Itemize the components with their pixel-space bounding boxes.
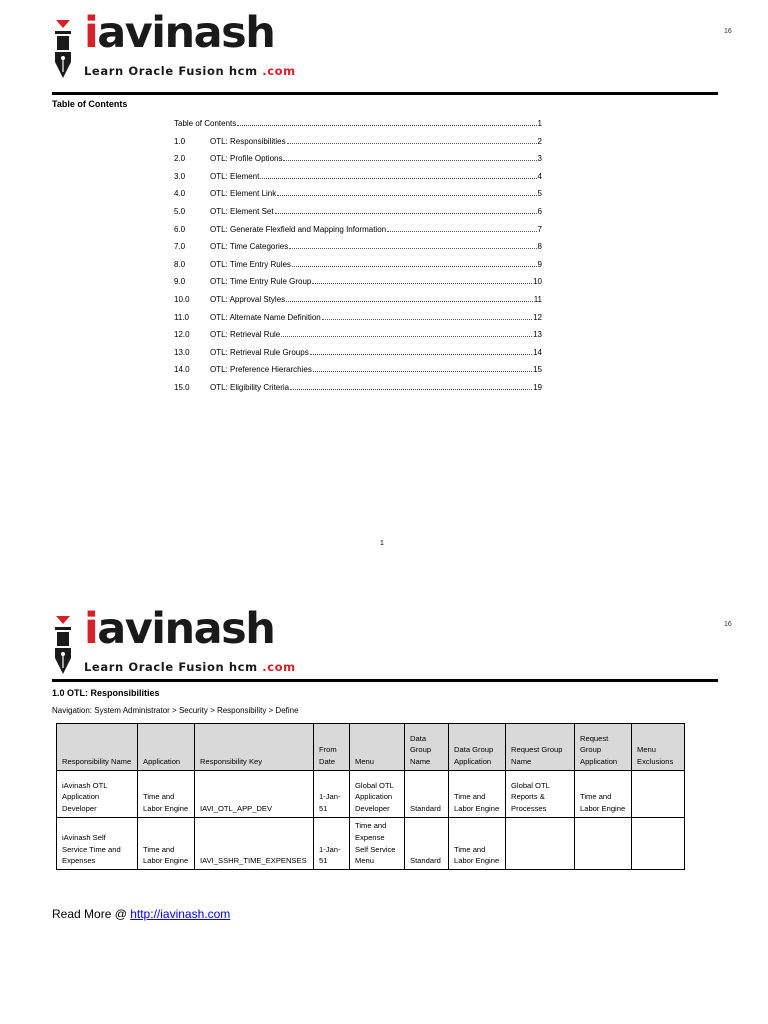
- table-cell: Time and Labor Engine: [449, 771, 506, 818]
- column-header: Responsibility Name: [57, 724, 138, 771]
- toc-entry-title: OTL: Alternate Name Definition: [210, 313, 321, 322]
- toc-entry-title: OTL: Approval Styles: [210, 295, 286, 304]
- toc-entry-title: OTL: Eligibility Criteria: [210, 383, 290, 392]
- column-header: Application: [138, 724, 195, 771]
- toc-entry-title: OTL: Time Entry Rule Group: [210, 277, 312, 286]
- toc-entry-number: 4.0: [174, 189, 186, 198]
- footer-page-number: 1: [380, 540, 384, 547]
- toc-entry[interactable]: [174, 292, 542, 304]
- fountain-pen-icon: [52, 614, 74, 676]
- toc-entry-page: 15: [533, 365, 542, 374]
- table-cell: Time and Labor Engine: [449, 818, 506, 870]
- fountain-pen-icon: [52, 18, 74, 80]
- table-cell: Time and Labor Engine: [575, 771, 632, 818]
- toc-entry-number: 10.0: [174, 295, 190, 304]
- table-cell: 1-Jan-51: [314, 771, 350, 818]
- read-more-link[interactable]: http://iavinash.com: [130, 907, 231, 921]
- toc-dot-leader: [281, 335, 532, 337]
- logo-wordmark: iavinash: [84, 8, 275, 58]
- toc-entry-title: OTL: Preference Hierarchies: [210, 365, 312, 374]
- toc-entry-page: 5: [537, 189, 542, 198]
- table-cell: Global OTL Application Developer: [350, 771, 405, 818]
- toc-entry[interactable]: [174, 186, 542, 198]
- toc-entry-number: 1.0: [174, 137, 186, 146]
- toc-entry-page: 2: [537, 137, 542, 146]
- toc-dot-leader: [312, 282, 532, 284]
- toc-entry-title: OTL: Profile Options: [210, 154, 283, 163]
- toc-entry[interactable]: [174, 169, 542, 181]
- table-cell: [575, 818, 632, 870]
- toc-entry-number: 11.0: [174, 313, 189, 322]
- toc-entry-page: 4: [537, 172, 542, 181]
- toc-entry-page: 8: [537, 242, 542, 251]
- toc-entry-title: OTL: Element Link: [210, 189, 277, 198]
- iavinash-logo: [52, 604, 296, 680]
- table-cell: [632, 771, 685, 818]
- toc-entry-page: 13: [533, 330, 542, 339]
- toc-entry-number: 8.0: [174, 260, 186, 269]
- logo-tagline: Learn Oracle Fusion hcm .com: [84, 64, 296, 78]
- table-cell: Time and Labor Engine: [138, 818, 195, 870]
- toc-dot-leader: [287, 142, 537, 144]
- toc-entry-number: 7.0: [174, 242, 186, 251]
- toc-entry-title: OTL: Responsibilities: [210, 137, 286, 146]
- table-cell: 1-Jan-51: [314, 818, 350, 870]
- toc-entry-title: OTL: Retrieval Rule Groups: [210, 348, 309, 357]
- toc-entry-page: 19: [533, 383, 542, 392]
- toc-entry-title: OTL: Element Set: [210, 207, 274, 216]
- logo-tagline: Learn Oracle Fusion hcm .com: [84, 660, 296, 674]
- responsibilities-table: [56, 723, 685, 870]
- toc-entry-number: 12.0: [174, 330, 190, 339]
- table-cell: Standard: [405, 771, 449, 818]
- toc-dot-leader: [277, 194, 536, 196]
- toc-entry[interactable]: [174, 380, 542, 392]
- toc-dot-leader: [310, 353, 532, 355]
- toc-entry-page: 14: [533, 348, 542, 357]
- table-cell: Time and Expense Self Service Menu: [350, 818, 405, 870]
- toc-entry-title: OTL: Retrieval Rule: [210, 330, 281, 339]
- section-title: 1.0 OTL: Responsibilities: [52, 688, 160, 698]
- toc-dot-leader: [290, 388, 532, 390]
- table-cell: Time and Labor Engine: [138, 771, 195, 818]
- toc-entry-page: 12: [533, 313, 542, 322]
- toc-entry-title: OTL: Time Categories: [210, 242, 289, 251]
- column-header: Request Group Name: [506, 724, 575, 771]
- table-cell: IAVI_OTL_APP_DEV: [195, 771, 314, 818]
- toc-entry-page: 9: [537, 260, 542, 269]
- table-cell: iAvinash OTL Application Developer: [57, 771, 138, 818]
- column-header: Data Group Name: [405, 724, 449, 771]
- toc-dot-leader: [387, 230, 536, 232]
- logo-wordmark: iavinash: [84, 604, 275, 654]
- toc-entry-page: 6: [537, 207, 542, 216]
- table-header-row: [57, 724, 685, 771]
- header-rule: [52, 92, 718, 95]
- toc-entry-number: 2.0: [174, 154, 186, 163]
- column-header: Data Group Application: [449, 724, 506, 771]
- table-cell: iAvinash Self Service Time and Expenses: [57, 818, 138, 870]
- toc-entry[interactable]: [174, 257, 542, 269]
- column-header: Request Group Application: [575, 724, 632, 771]
- corner-page-number: 16: [724, 621, 732, 628]
- navigation-path: Navigation: System Administrator > Security > Responsibility > Define: [52, 706, 299, 715]
- toc-entry[interactable]: [174, 116, 542, 128]
- toc-entry-page: 3: [537, 154, 542, 163]
- toc-dot-leader: [286, 300, 533, 302]
- toc-dot-leader: [275, 212, 537, 214]
- toc-dot-leader: [313, 370, 532, 372]
- toc-entry-page: 1: [537, 119, 542, 128]
- toc-entry-page: 10: [533, 277, 542, 286]
- table-row: [57, 771, 685, 818]
- toc-entry[interactable]: [174, 274, 542, 286]
- toc-entry-number: 14.0: [174, 365, 190, 374]
- toc-entry-number: 9.0: [174, 277, 186, 286]
- table-cell: Global OTL Reports & Processes: [506, 771, 575, 818]
- toc-entry[interactable]: [174, 345, 542, 357]
- toc-entry-number: 13.0: [174, 348, 190, 357]
- toc-entry[interactable]: [174, 362, 542, 374]
- iavinash-logo: [52, 8, 296, 84]
- table-cell: IAVI_SSHR_TIME_EXPENSES: [195, 818, 314, 870]
- corner-page-number: 16: [724, 28, 732, 35]
- toc-entry-page: 11: [533, 295, 542, 304]
- toc-entry[interactable]: [174, 204, 542, 216]
- read-more: [52, 907, 230, 921]
- column-header: Menu Exclusions: [632, 724, 685, 771]
- toc-entry-number: 15.0: [174, 383, 190, 392]
- toc-entry[interactable]: [174, 222, 542, 234]
- column-header: From Date: [314, 724, 350, 771]
- table-cell: [632, 818, 685, 870]
- toc-dot-leader: [289, 247, 536, 249]
- table-cell: [506, 818, 575, 870]
- toc-entry-number: 6.0: [174, 225, 186, 234]
- toc-dot-leader: [260, 177, 536, 179]
- toc-entry-page: 7: [537, 225, 542, 234]
- toc-dot-leader: [237, 124, 536, 126]
- toc-entry-title: OTL: Time Entry Rules: [210, 260, 291, 269]
- toc-entry[interactable]: [174, 327, 542, 339]
- toc-entry-title: OTL: Element: [210, 172, 260, 181]
- toc-heading: Table of Contents: [52, 99, 128, 109]
- column-header: Menu: [350, 724, 405, 771]
- toc-entry[interactable]: [174, 239, 542, 251]
- toc-entry-number: 5.0: [174, 207, 186, 216]
- table-cell: Standard: [405, 818, 449, 870]
- toc-entry-title: Table of Contents: [174, 119, 237, 128]
- toc-entry[interactable]: [174, 151, 542, 163]
- toc-dot-leader: [322, 318, 532, 320]
- toc-dot-leader: [283, 159, 536, 161]
- toc-entry[interactable]: [174, 134, 542, 146]
- toc-dot-leader: [292, 265, 537, 267]
- toc-entry[interactable]: [174, 310, 542, 322]
- header-rule: [52, 679, 718, 682]
- toc-entry-title: OTL: Generate Flexfield and Mapping Information: [210, 225, 387, 234]
- column-header: Responsibility Key: [195, 724, 314, 771]
- read-more-label: Read More @: [52, 907, 131, 921]
- toc-entry-number: 3.0: [174, 172, 186, 181]
- table-row: [57, 818, 685, 870]
